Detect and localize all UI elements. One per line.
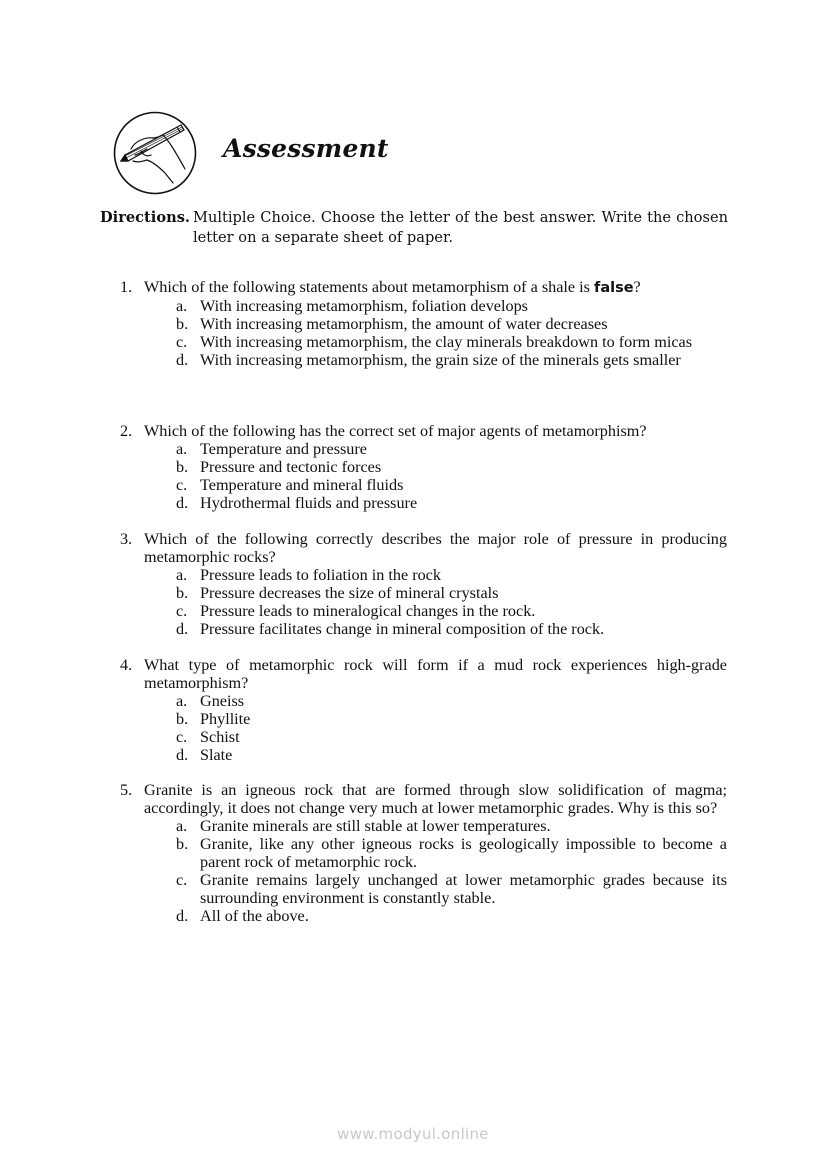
question-stem: Which of the following correctly describes the major role of pressure in producing metamorphic rocks? [144, 530, 727, 566]
option-text: With increasing metamorphism, the grain size of the minerals gets smaller [200, 351, 681, 369]
question-2 [120, 422, 727, 512]
hand-writing-pencil-icon [113, 111, 197, 195]
option-text: Phyllite [200, 710, 251, 728]
option-letter: c. [176, 476, 188, 494]
option-text: Slate [200, 746, 233, 764]
option-text: Granite minerals are still stable at lower temperatures. [200, 817, 551, 835]
option-text: With increasing metamorphism, the clay minerals breakdown to form micas [200, 333, 693, 351]
option-text: Hydrothermal fluids and pressure [200, 494, 418, 512]
option-text: Temperature and pressure [200, 440, 367, 458]
option-text: With increasing metamorphism, the amount of water decreases [200, 315, 608, 333]
option-b [176, 315, 727, 333]
question-number: 2. [120, 422, 133, 440]
option-c [176, 602, 727, 620]
option-b [176, 710, 727, 728]
question-stem: What type of metamorphic rock will form if a mud rock experiences high-grade metamorphism? [144, 656, 727, 692]
option-letter: a. [176, 566, 188, 584]
option-c [176, 728, 727, 746]
option-letter: a. [176, 297, 188, 315]
question-1 [120, 278, 727, 369]
option-letter: d. [176, 746, 189, 764]
option-letter: b. [176, 835, 189, 853]
question-stem [144, 278, 727, 297]
option-b [176, 835, 727, 871]
stem-text: ? [633, 278, 641, 296]
directions-text: Multiple Choice. Choose the letter of the best answer. Write the chosen letter on a separate sheet of paper. [193, 209, 728, 246]
option-d [176, 620, 727, 638]
question-number: 3. [120, 530, 133, 548]
option-a [176, 440, 727, 458]
option-letter: b. [176, 584, 189, 602]
option-c [176, 476, 727, 494]
page-title: Assessment [223, 134, 389, 163]
option-letter: c. [176, 728, 188, 746]
option-text: Pressure leads to foliation in the rock [200, 566, 441, 584]
option-letter: c. [176, 602, 188, 620]
question-number: 5. [120, 781, 133, 799]
question-3 [120, 530, 727, 638]
option-text: All of the above. [200, 907, 309, 925]
option-letter: d. [176, 351, 189, 369]
option-a [176, 566, 727, 584]
option-text: Pressure leads to mineralogical changes in the rock. [200, 602, 536, 620]
option-text: Temperature and mineral fluids [200, 476, 404, 494]
stem-emphasis: false [594, 280, 634, 296]
option-a [176, 817, 727, 835]
option-letter: b. [176, 315, 189, 333]
option-b [176, 458, 727, 476]
option-b [176, 584, 727, 602]
question-number: 1. [120, 278, 133, 296]
option-text: Pressure facilitates change in mineral composition of the rock. [200, 620, 605, 638]
option-letter: a. [176, 692, 188, 710]
stem-text: Which of the following statements about metamorphism of a shale is [144, 278, 595, 296]
option-letter: b. [176, 710, 189, 728]
question-5 [120, 781, 727, 925]
option-text: Pressure decreases the size of mineral crystals [200, 584, 499, 602]
option-text: Pressure and tectonic forces [200, 458, 382, 476]
option-text: Granite remains largely unchanged at lower metamorphic grades because its surrounding environment is constantly stable. [200, 871, 727, 907]
option-letter: d. [176, 620, 189, 638]
option-d [176, 494, 727, 512]
option-text: Granite, like any other igneous rocks is geologically impossible to become a parent rock of metamorphic rock. [200, 835, 727, 871]
option-letter: c. [176, 871, 188, 889]
option-letter: b. [176, 458, 189, 476]
option-letter: a. [176, 440, 188, 458]
question-number: 4. [120, 656, 133, 674]
option-text: Schist [200, 728, 240, 746]
option-a [176, 692, 727, 710]
option-text: With increasing metamorphism, foliation develops [200, 297, 528, 315]
question-stem: Which of the following has the correct set of major agents of metamorphism? [144, 422, 647, 440]
question-4 [120, 656, 727, 764]
question-stem: Granite is an igneous rock that are formed through slow solidification of magma; accordingly, it does not change very much at lower metamorphic grades. Why is this so? [144, 781, 727, 817]
option-letter: c. [176, 333, 188, 351]
watermark: www.modyul.online [337, 1125, 489, 1143]
option-a [176, 297, 727, 315]
option-text: Gneiss [200, 692, 245, 710]
option-d [176, 351, 727, 369]
option-d [176, 746, 727, 764]
option-letter: d. [176, 494, 189, 512]
directions-label: Directions. [100, 209, 190, 226]
option-letter: d. [176, 907, 189, 925]
option-d [176, 907, 727, 925]
option-letter: a. [176, 817, 188, 835]
option-c [176, 871, 727, 907]
option-c [176, 333, 727, 351]
